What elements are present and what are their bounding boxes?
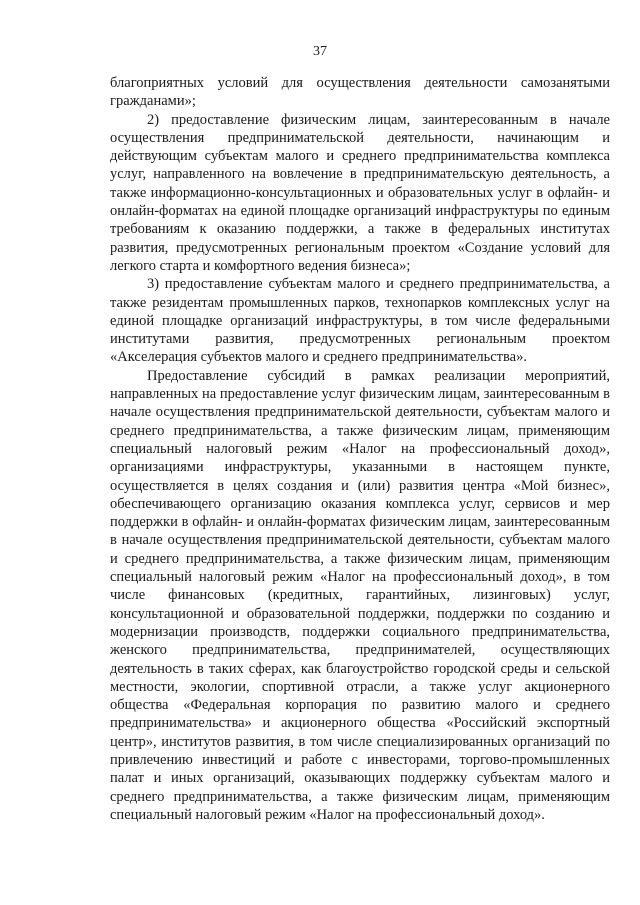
document-body: [110, 74, 610, 824]
paragraph-subsidies: Предоставление субсидий в рамках реализации мероприятий, направленных на предоставление услуг физическим лицам, заинтересованным в начале осуществления предпринимательской деятельности, субъектам малого и среднего предпринимательства, а также физическим лицам, применяющим специальный налоговый режим «Налог на профессиональный доход», организациями инфраструктуры, указанными в настоящем пункте, осуществляется в целях создания и (или) развития центра «Мой бизнес», обеспечивающего организацию оказания комплекса услуг, сервисов и мер поддержки в офлайн- и онлайн-форматах физическим лицам, заинтересованным в начале осуществления предпринимательской деятельности, субъектам малого и среднего предпринимательства, а также физическим лицам, применяющим специальный налоговый режим «Налог на профессиональный доход», в том числе финансовых (кредитных, гарантийных, лизинговых) услуг, консультационной и образовательной поддержки, поддержки по созданию и модернизации производств, поддержки социального предпринимательства, женского предпринимательства, предпринимателей, осуществляющих деятельность в таких сферах, как благоустройство городской среды и сельской местности, экологии, спортивной отрасли, а также услуг акционерного общества «Федеральная корпорация по развитию малого и среднего предпринимательства» и акционерного общества «Российский экспортный центр», институтов развития, в том числе специализированных организаций по привлечению инвестиций и работе с инвесторами, торгово-промышленных палат и иных организаций, оказывающих поддержку субъектам малого и среднего предпринимательства, а также физическим лицам, применяющим специальный налоговый режим «Налог на профессиональный доход».: [110, 367, 610, 823]
paragraph-item-2: 2) предоставление физическим лицам, заинтересованным в начале осуществления предпринимательской деятельности, начинающим и действующим субъектам малого и среднего предпринимательства комплекса услуг, направленного на вовлечение в предпринимательскую деятельность, а также информационно-консультационных и образовательных услуг в офлайн- и онлайн-форматах на единой площадке организаций инфраструктуры по единым требованиям к оказанию поддержки, а также в федеральных институтах развития, предусмотренных региональным проектом «Создание условий для легкого старта и комфортного ведения бизнеса»;: [110, 111, 610, 274]
page-number: 37: [313, 44, 327, 59]
paragraph-item-3: 3) предоставление субъектам малого и среднего предпринимательства, а также резидентам промышленных парков, технопарков комплексных услуг на единой площадке организаций инфраструктуры, в том числе федеральными институтами развития, предусмотренных региональным проектом «Акселерация субъектов малого и среднего предпринимательства».: [110, 276, 610, 366]
paragraph-continuation: благоприятных условий для осуществления деятельности самозанятыми гражданами»;: [110, 75, 610, 110]
